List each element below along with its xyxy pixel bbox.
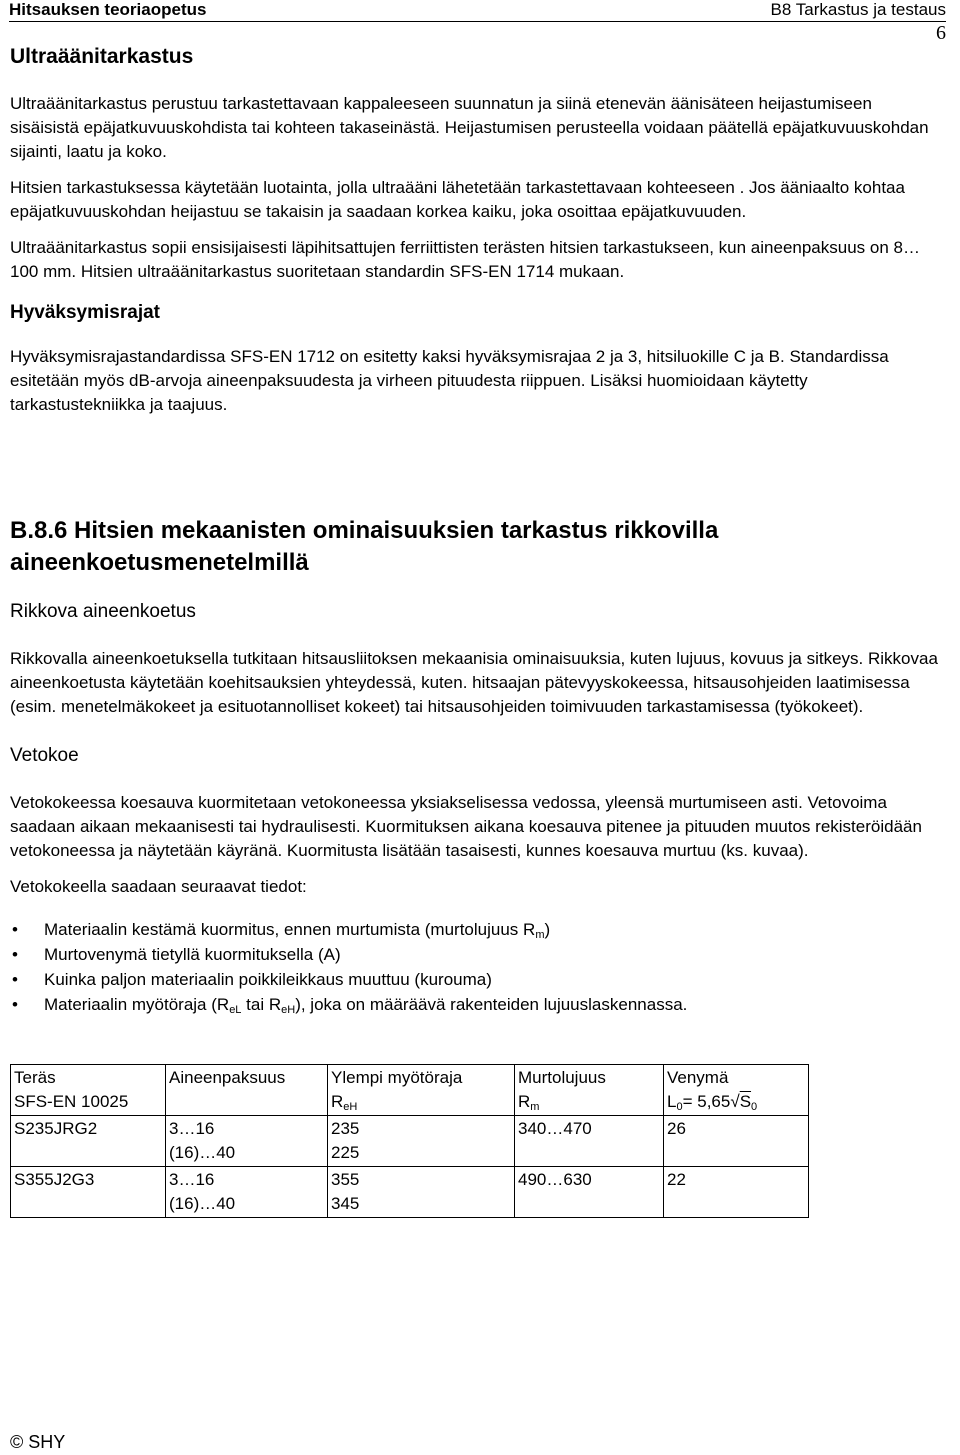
list-item: • Materiaalin myötöraja ($R_{eL}$ tai $R_{eH}$), joka on määräävä rakenteiden lujuuslaskennassa. <box>10 992 945 1017</box>
list-item: • Murtovenymä tietyllä kuormituksella (A) <box>10 942 945 967</box>
footer-copyright: © SHY <box>10 1432 66 1452</box>
table-cell: Murtolujuus $R_m$ <box>515 1065 664 1116</box>
list-item: • Kuinka paljon materiaalin poikkileikkaus muuttuu (kurouma) <box>10 967 945 992</box>
destructive-testing-paragraph: Rikkovalla aineenkoetuksella tutkitaan hitsausliitoksen mekaanisia ominaisuuksia, kuten lujuus, kovuus ja sitkeys. Rikkovaa aineenkoetusta käytetään koehitsauksien yhteydessä, kuten. hitsaajan pätevyyskokeessa, hitsausohjeiden laatimisessa (esim. menetelmäkokeet ja esituotannolliset kokeet) tai hitsausohjeiden toimivuuden tarkastamisessa (työkokeet). <box>10 649 938 716</box>
table-row <box>11 1167 809 1218</box>
table-cell: 22 <box>664 1167 809 1218</box>
table-cell: 26 <box>664 1116 809 1167</box>
acceptance-heading: Hyväksymisrajat <box>10 302 160 323</box>
header-course-title: Hitsauksen teoriaopetus <box>9 0 207 19</box>
tensile-info-list <box>10 917 945 1017</box>
destructive-testing-heading: Rikkova aineenkoetus <box>10 601 196 622</box>
bullet-icon: • <box>12 970 18 989</box>
table-cell: 3…16 (16)…40 <box>166 1167 328 1218</box>
document-body <box>10 44 945 1218</box>
list-item: • Materiaalin kestämä kuormitus, ennen murtumista (murtolujuus $R_m$) <box>10 917 945 942</box>
table-cell: Aineenpaksuus <box>166 1065 328 1116</box>
tensile-test-paragraph: Vetokokeessa koesauva kuormitetaan vetokoneessa yksiakselisessa vedossa, yleensä murtumiseen asti. Vetovoima saadaan aikaan mekaanisesti tai hydraulisesti. Kuormituksen aikana koesauva pitenee ja pituuden muutos rekisteröidään vetokoneessa ja näytetään käyränä. Kuormitusta lisätään tasaisesti, kunnes koesauva murtuu (ks. kuvaa). <box>10 793 922 860</box>
table-cell: 235 225 <box>328 1116 515 1167</box>
table-cell: 490…630 <box>515 1167 664 1218</box>
table-cell: S235JRG2 <box>11 1116 166 1167</box>
table-header-row <box>11 1065 809 1116</box>
square-root-symbol: √ <box>730 1092 740 1111</box>
header-divider <box>9 21 946 22</box>
table-cell: 355 345 <box>328 1167 515 1218</box>
ultrasonic-paragraph-3: Ultraäänitarkastus sopii ensisijaisesti läpihitsattujen ferriittisten terästen hitsien tarkastukseen, kun aineenpaksuus on 8…100 mm. Hitsien ultraäänitarkastus suoritetaan standardin SFS-EN 1714 mukaan. <box>10 238 920 281</box>
table-cell: Teräs SFS-EN 10025 <box>11 1065 166 1116</box>
table-row <box>11 1116 809 1167</box>
tensile-test-heading: Vetokoe <box>10 745 79 766</box>
mechanical-section-heading: B.8.6 Hitsien mekaanisten ominaisuuksien tarkastus rikkovilla aineenkoetusmenetelmillä <box>10 517 719 576</box>
steel-properties-table <box>10 1064 809 1218</box>
bullet-icon: • <box>12 920 18 939</box>
tensile-info-intro: Vetokokeella saadaan seuraavat tiedot: <box>10 877 307 896</box>
table-cell: S355J2G3 <box>11 1167 166 1218</box>
ultrasonic-paragraph-2: Hitsien tarkastuksessa käytetään luotainta, jolla ultraääni lähetetään tarkastettavaan kohteeseen . Jos ääniaalto kohtaa epäjatkuvuuskohdan heijastuu se takaisin ja saadaan korkea kaiku, joka osoittaa epäjatkuvuuden. <box>10 178 905 221</box>
ultrasonic-heading: Ultraäänitarkastus <box>10 45 194 68</box>
table-cell: Ylempi myötöraja $R_{eH}$ <box>328 1065 515 1116</box>
table-cell: Venymä $L_0= 5,65√S_0$ <box>664 1065 809 1116</box>
table-cell: 3…16 (16)…40 <box>166 1116 328 1167</box>
table-cell: 340…470 <box>515 1116 664 1167</box>
bullet-icon: • <box>12 945 18 964</box>
ultrasonic-paragraph-1: Ultraäänitarkastus perustuu tarkastettavaan kappaleeseen suunnatun ja siinä etenevän äänisäteen heijastumiseen sisäisistä epäjatkuvuuskohdista tai kohteen takaseinästä. Heijastumisen perusteella voidaan päätellä epäjatkuvuuskohdan sijainti, laatu ja koko. <box>10 94 929 161</box>
acceptance-paragraph: Hyväksymisrajastandardissa SFS-EN 1712 on esitetty kaksi hyväksymisrajaa 2 ja 3, hitsiluokille C ja B. Standardissa esitetään myös dB-arvoja aineenpaksuudesta ja virheen pituudesta riippuen. Lisäksi huomioidaan käytetty tarkastustekniikka ja taajuus. <box>10 347 889 414</box>
page-number: 6 <box>936 22 946 44</box>
bullet-icon: • <box>12 995 18 1014</box>
header-section-title: B8 Tarkastus ja testaus <box>770 0 946 19</box>
